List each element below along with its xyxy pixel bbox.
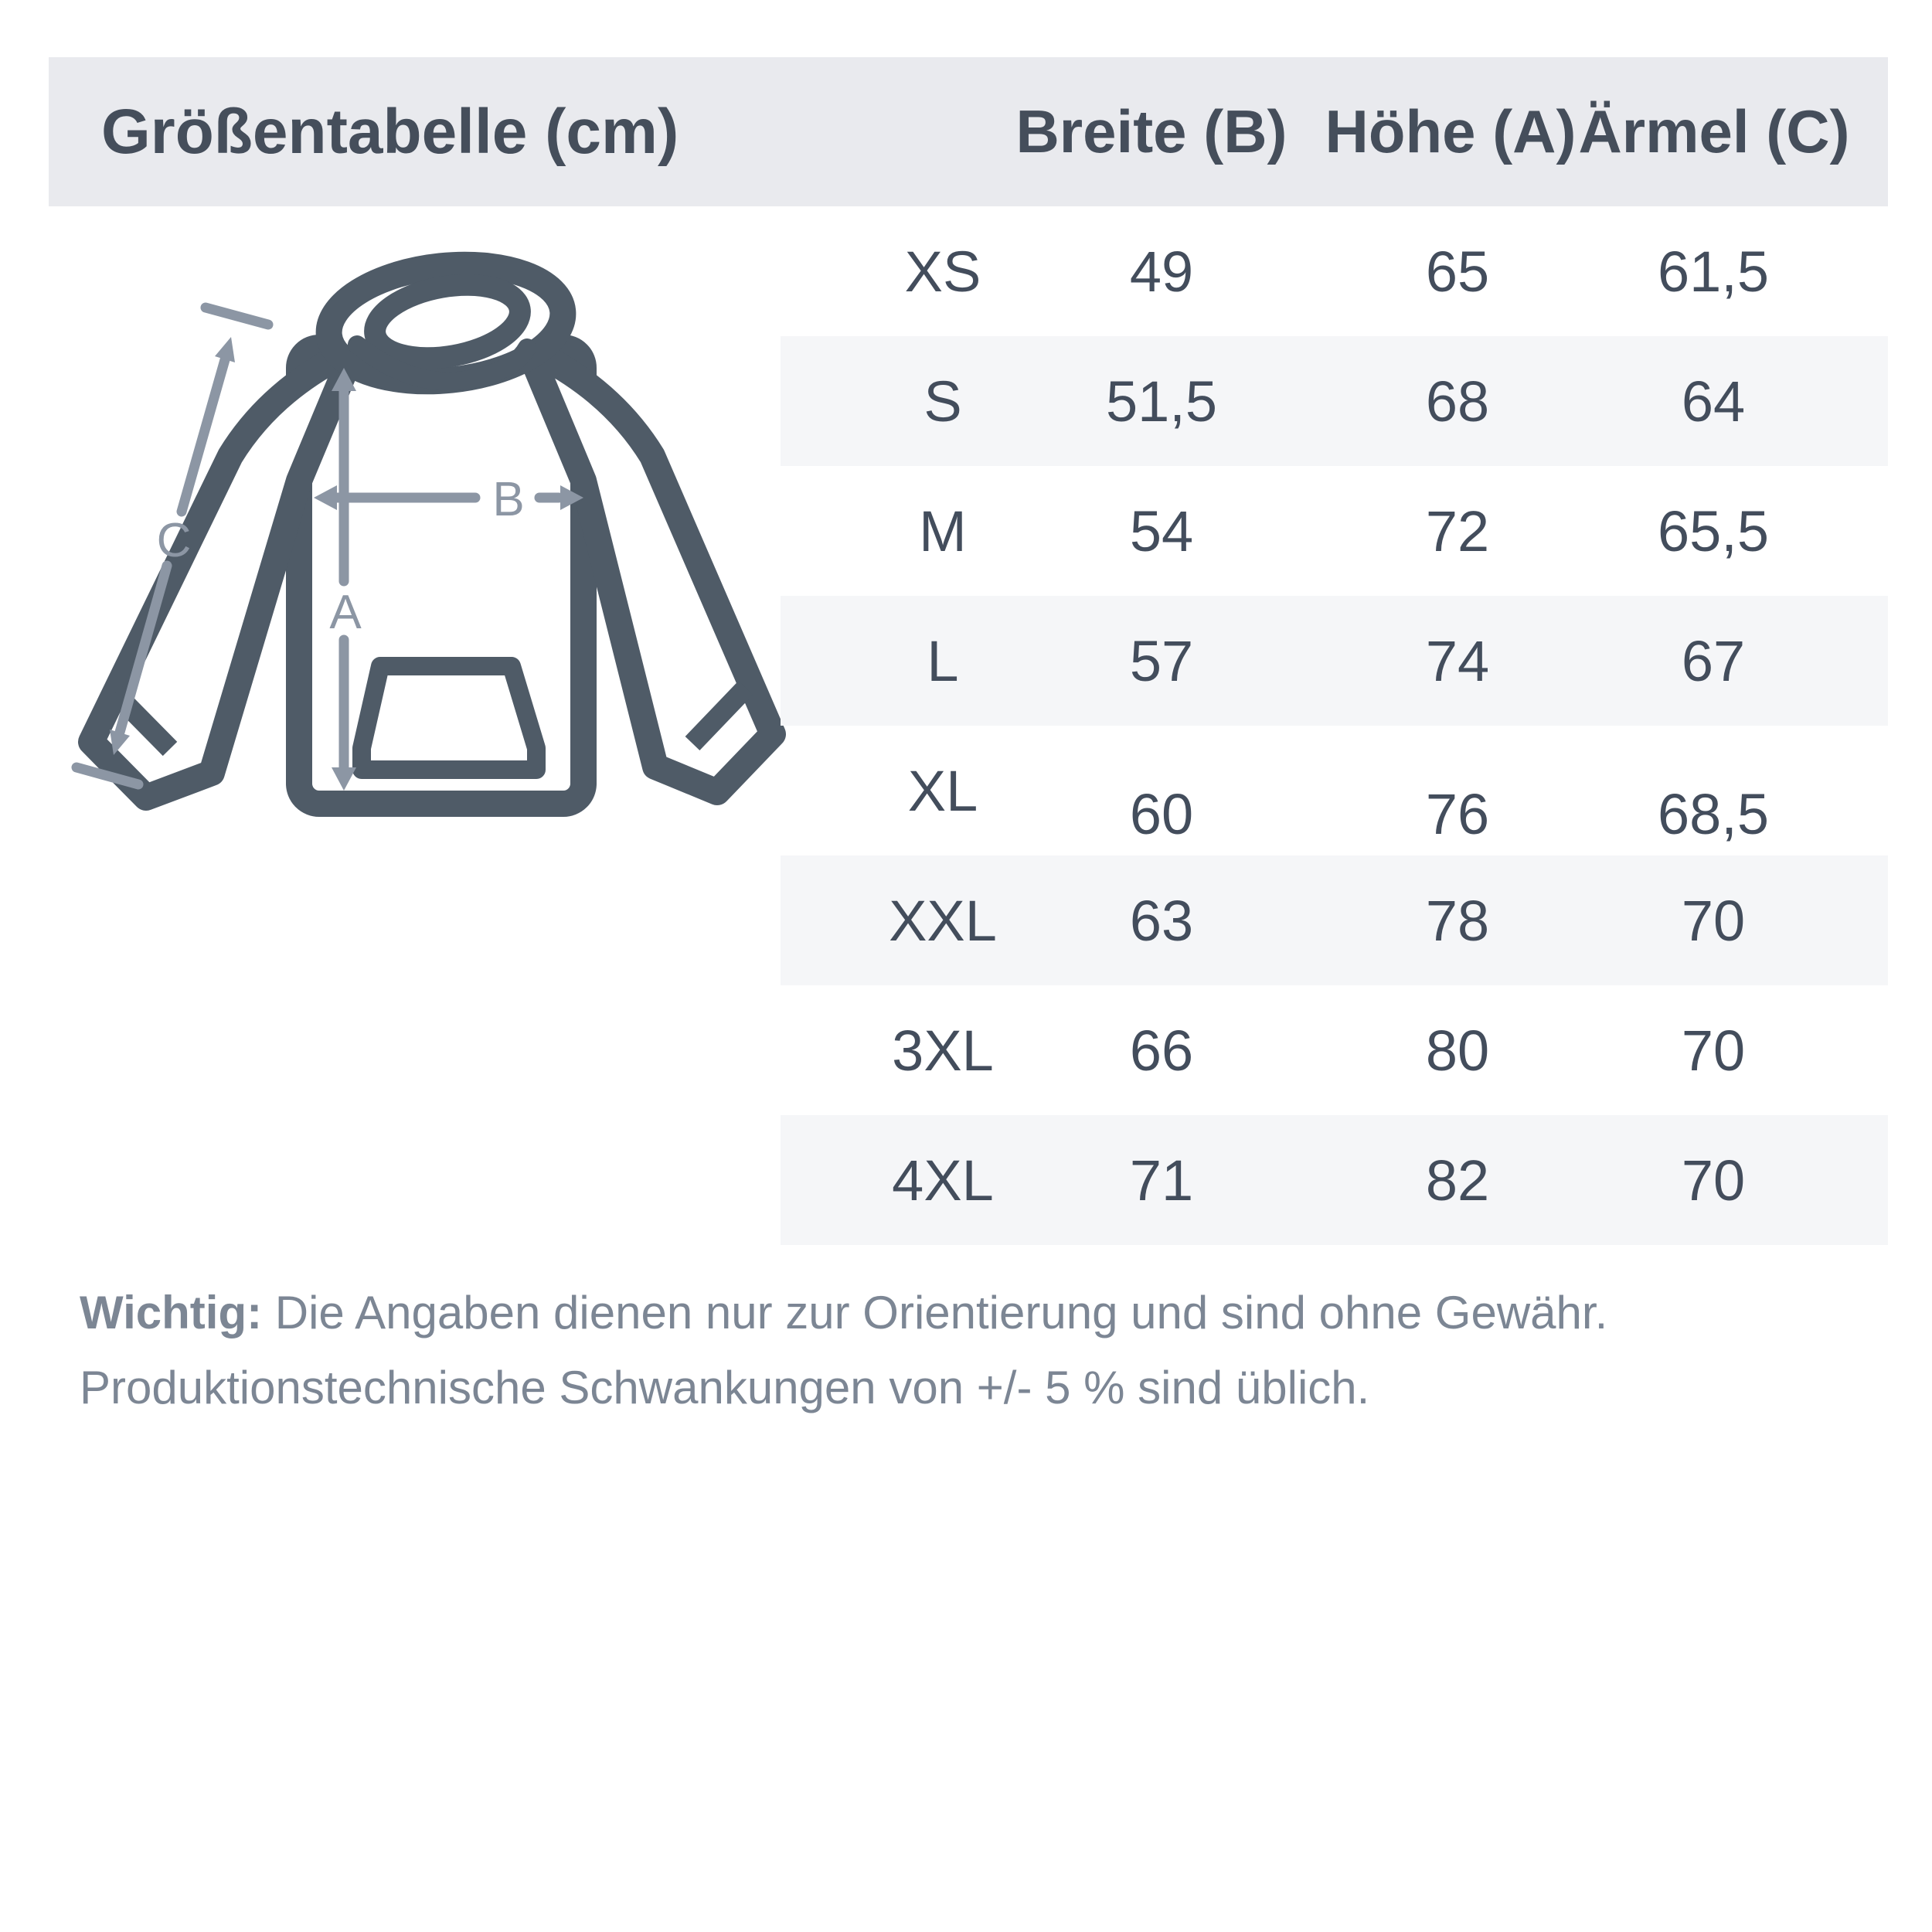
breite-value: 66 — [1129, 1018, 1194, 1083]
breite-value: 51,5 — [1105, 369, 1218, 434]
pocket-outline — [362, 666, 536, 770]
column-header-hoehe: Höhe (A) — [1325, 97, 1577, 165]
hoehe-value: 72 — [1425, 498, 1490, 563]
aermel-value: 65,5 — [1657, 498, 1770, 563]
hoehe-value: 78 — [1425, 888, 1490, 953]
disclaimer-prefix: Wichtig: — [80, 1287, 263, 1338]
table-row-xl — [781, 726, 1888, 855]
page-title: Größentabelle (cm) — [101, 96, 679, 167]
size-label: 3XL — [892, 1018, 994, 1083]
breite-value: 49 — [1129, 239, 1194, 304]
table-row-4xl — [781, 1115, 1888, 1245]
aermel-value: 70 — [1681, 888, 1746, 953]
hoodie-diagram — [46, 209, 819, 827]
size-label: 4XL — [892, 1148, 994, 1213]
table-row-s — [781, 336, 1888, 466]
hoehe-value: 82 — [1425, 1148, 1490, 1213]
size-label: XXL — [889, 888, 997, 953]
breite-value: 54 — [1129, 498, 1194, 563]
disclaimer-note — [80, 1275, 1857, 1425]
size-chart-header — [49, 57, 1888, 206]
table-row-l — [781, 596, 1888, 726]
aermel-value: 61,5 — [1657, 239, 1770, 304]
table-row-xxl — [781, 855, 1888, 985]
disclaimer-line1: Die Angaben dienen nur zur Orientierung und sind ohne Gewähr. — [274, 1287, 1608, 1338]
size-table — [781, 206, 1888, 1245]
size-label: XL — [907, 758, 978, 823]
hoehe-value: 65 — [1425, 239, 1490, 304]
table-row-m — [781, 466, 1888, 596]
breite-value: 60 — [1129, 781, 1194, 846]
column-header-aermel: Ärmel (C) — [1578, 97, 1850, 165]
breite-value: 71 — [1129, 1148, 1194, 1213]
hoehe-value: 80 — [1425, 1018, 1490, 1083]
breite-value: 63 — [1129, 888, 1194, 953]
aermel-value: 70 — [1681, 1148, 1746, 1213]
size-label: M — [919, 498, 967, 563]
aermel-value: 64 — [1681, 369, 1746, 434]
table-row-3xl — [781, 985, 1888, 1115]
size-label: L — [927, 628, 959, 693]
size-label: S — [923, 369, 962, 434]
size-label: XS — [904, 239, 981, 304]
breite-value: 57 — [1129, 628, 1194, 693]
aermel-value: 67 — [1681, 628, 1746, 693]
hoehe-value: 76 — [1425, 781, 1490, 846]
aermel-value: 68,5 — [1657, 781, 1770, 846]
label-c: C — [156, 514, 192, 567]
aermel-value: 70 — [1681, 1018, 1746, 1083]
hoehe-value: 74 — [1425, 628, 1490, 693]
hoehe-value: 68 — [1425, 369, 1490, 434]
label-a: A — [329, 586, 362, 639]
column-header-breite: Breite (B) — [1015, 97, 1287, 165]
table-row-xs — [781, 206, 1888, 336]
disclaimer-line2: Produktionstechnische Schwankungen von +/- 5 % sind üblich. — [80, 1362, 1370, 1413]
label-b: B — [492, 473, 525, 526]
